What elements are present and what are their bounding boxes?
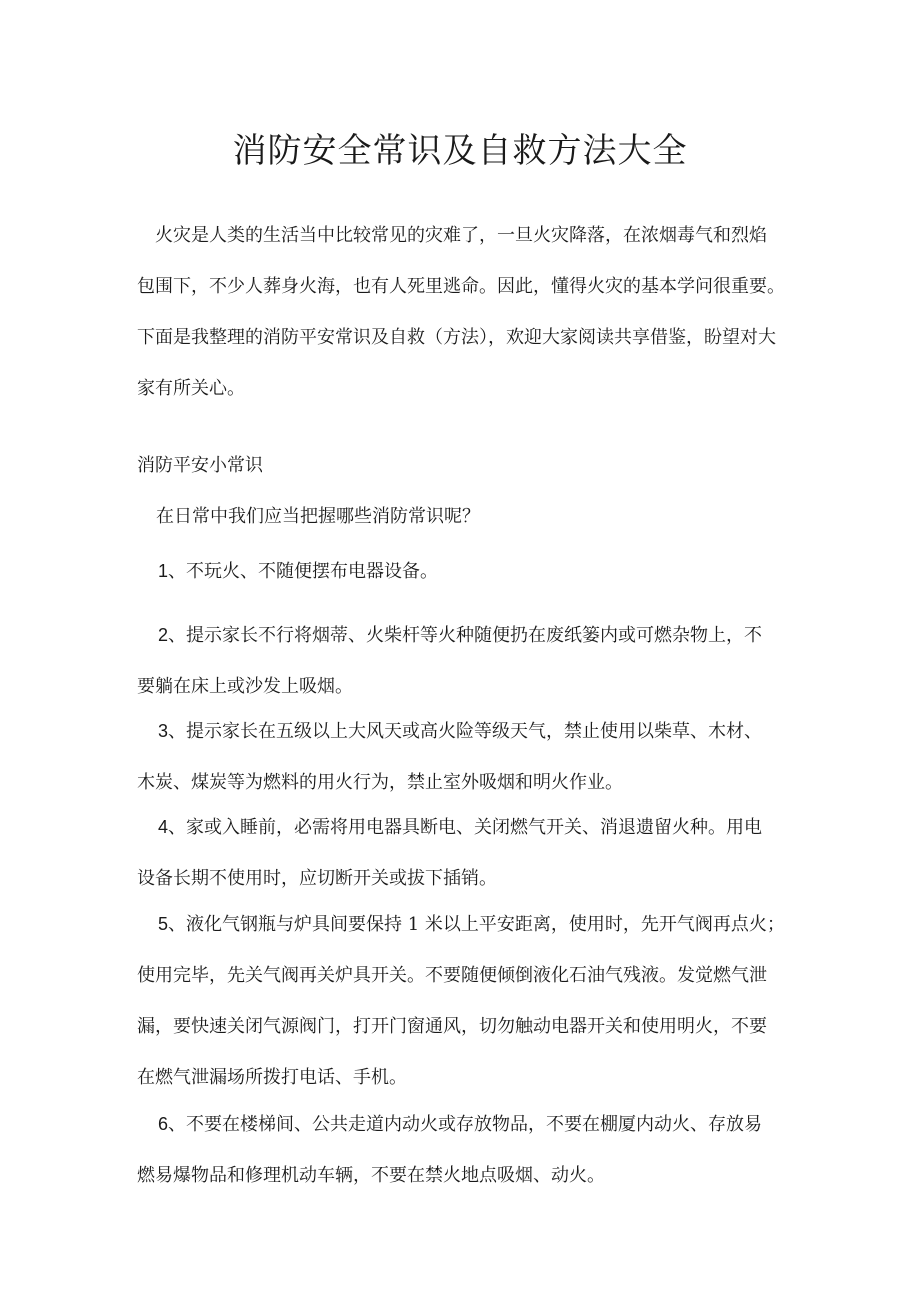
intro-paragraph [137,210,797,414]
list-item [137,899,797,1103]
list-item [137,546,797,597]
section-question: 在日常中我们应当把握哪些消防常识呢？ [156,506,480,527]
item-text: 、液化气钢瓶与炉具间要保持 1 米以上平安距离，使用时，先开气阀再点火； [168,914,785,935]
item-number: 3 [158,721,169,741]
list-item-line: 设备长期不使用时，应切断开关或拔下插销。 [137,868,497,889]
list-item [137,610,797,712]
list-item-line [137,610,797,661]
list-item [137,1099,797,1201]
document-title: 消防安全常识及自救方法大全 [232,131,688,171]
item-number: 5 [158,914,169,934]
item-number: 4 [158,817,169,837]
item-text: 、家或入睡前，必需将用电器具断电、关闭燃气开关、消退遗留火种。用电 [168,817,763,838]
list-item-line [137,706,797,757]
section-heading: 消防平安小常识 [137,455,263,476]
intro-line: 包围下，不少人葬身火海，也有人死里逃命。因此，懂得火灾的基本学问很重要。 [137,276,785,297]
item-text: 、提示家长不行将烟蒂、火柴杆等火种随便扔在废纸篓内或可燃杂物上，不 [168,625,763,646]
item-number: 6 [158,1114,169,1134]
list-item-line: 在燃气泄漏场所拨打电话、手机。 [137,1067,407,1088]
list-item-line: 燃易爆物品和修理机动车辆，不要在禁火地点吸烟、动火。 [137,1165,605,1186]
intro-line: 家有所关心。 [137,378,245,399]
list-item-line: 使用完毕，先关气阀再关炉具开关。不要随便倾倒液化石油气残液。发觉燃气泄 [137,965,767,986]
list-item-line [137,899,797,950]
item-text: 、不玩火、不随便摆布电器设备。 [168,561,439,582]
item-number: 2 [158,625,169,645]
list-item [137,706,797,808]
item-text: 、提示家长在五级以上大风天或高火险等级天气，禁止使用以柴草、木材、 [168,721,763,742]
list-item-line: 木炭、煤炭等为燃料的用火行为，禁止室外吸烟和明火作业。 [137,772,623,793]
item-number: 1 [158,561,169,581]
list-item-line: 漏，要快速关闭气源阀门，打开门窗通风，切勿触动电器开关和使用明火，不要 [137,1016,767,1037]
list-item-line: 要躺在床上或沙发上吸烟。 [137,676,353,697]
list-item [137,802,797,904]
list-item-line [137,546,797,597]
list-item-line [137,1099,797,1150]
list-item-line [137,802,797,853]
item-text: 、不要在楼梯间、公共走道内动火或存放物品，不要在棚厦内动火、存放易 [168,1114,763,1135]
intro-line: 下面是我整理的消防平安常识及自救（方法），欢迎大家阅读共享借鉴，盼望对大 [137,327,776,348]
intro-line: 火灾是人类的生活当中比较常见的灾难了，一旦火灾降落，在浓烟毒气和烈焰 [155,225,767,246]
